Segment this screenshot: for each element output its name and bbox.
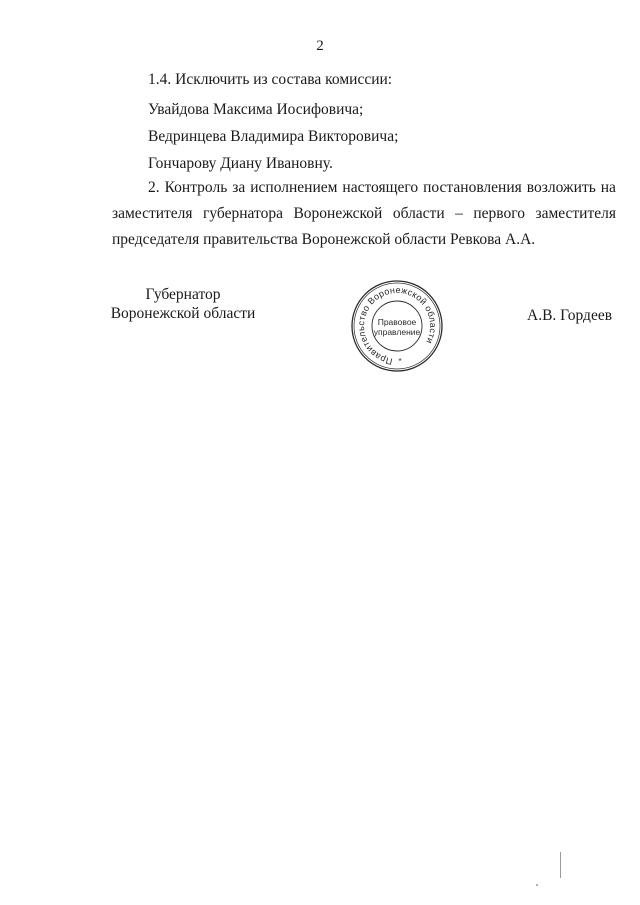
seal-ring-text: Правительство Воронежской области	[355, 284, 439, 367]
margin-mark	[560, 852, 561, 878]
word: первого	[473, 205, 525, 222]
word: губернатора	[203, 205, 283, 222]
signatory-name: А.В. Гордеев	[527, 307, 613, 324]
paragraph-2-line-1	[148, 179, 616, 197]
word: постановления	[423, 179, 522, 196]
paragraph-2-line-3: председателя правительства Воронежской области Ревкова А.А.	[112, 231, 536, 248]
word: области	[392, 205, 445, 222]
word: Контроль	[164, 179, 228, 196]
official-seal	[345, 278, 449, 374]
signatory-title-line-1: Губернатор	[145, 286, 221, 303]
signatory-title	[108, 285, 258, 323]
word: заместителя	[535, 205, 616, 222]
paragraph-2-line-2	[112, 205, 616, 223]
page-number: 2	[316, 38, 324, 54]
word: за	[232, 179, 246, 196]
seal-center-line-2: управление	[373, 327, 421, 337]
word: Воронежской	[293, 205, 383, 222]
word: –	[455, 205, 463, 222]
scan-speck	[536, 884, 538, 886]
seal-center-line-1: Правовое	[377, 317, 417, 327]
item-1-4: 1.4. Исключить из состава комиссии:	[148, 71, 393, 88]
seal-star: *	[398, 357, 402, 366]
word: настоящего	[342, 179, 419, 196]
excluded-person-2: Ведринцева Владимира Викторовича;	[148, 128, 399, 145]
signatory-title-line-2: Воронежской области	[110, 305, 256, 322]
word: на	[600, 179, 616, 196]
word: исполнением	[250, 179, 338, 196]
word: заместителя	[112, 205, 193, 222]
word: 2.	[148, 179, 160, 196]
word: возложить	[526, 179, 596, 196]
excluded-person-1: Увайдова Максима Иосифовича;	[148, 101, 364, 118]
excluded-person-3: Гончарову Диану Ивановну.	[148, 155, 333, 172]
